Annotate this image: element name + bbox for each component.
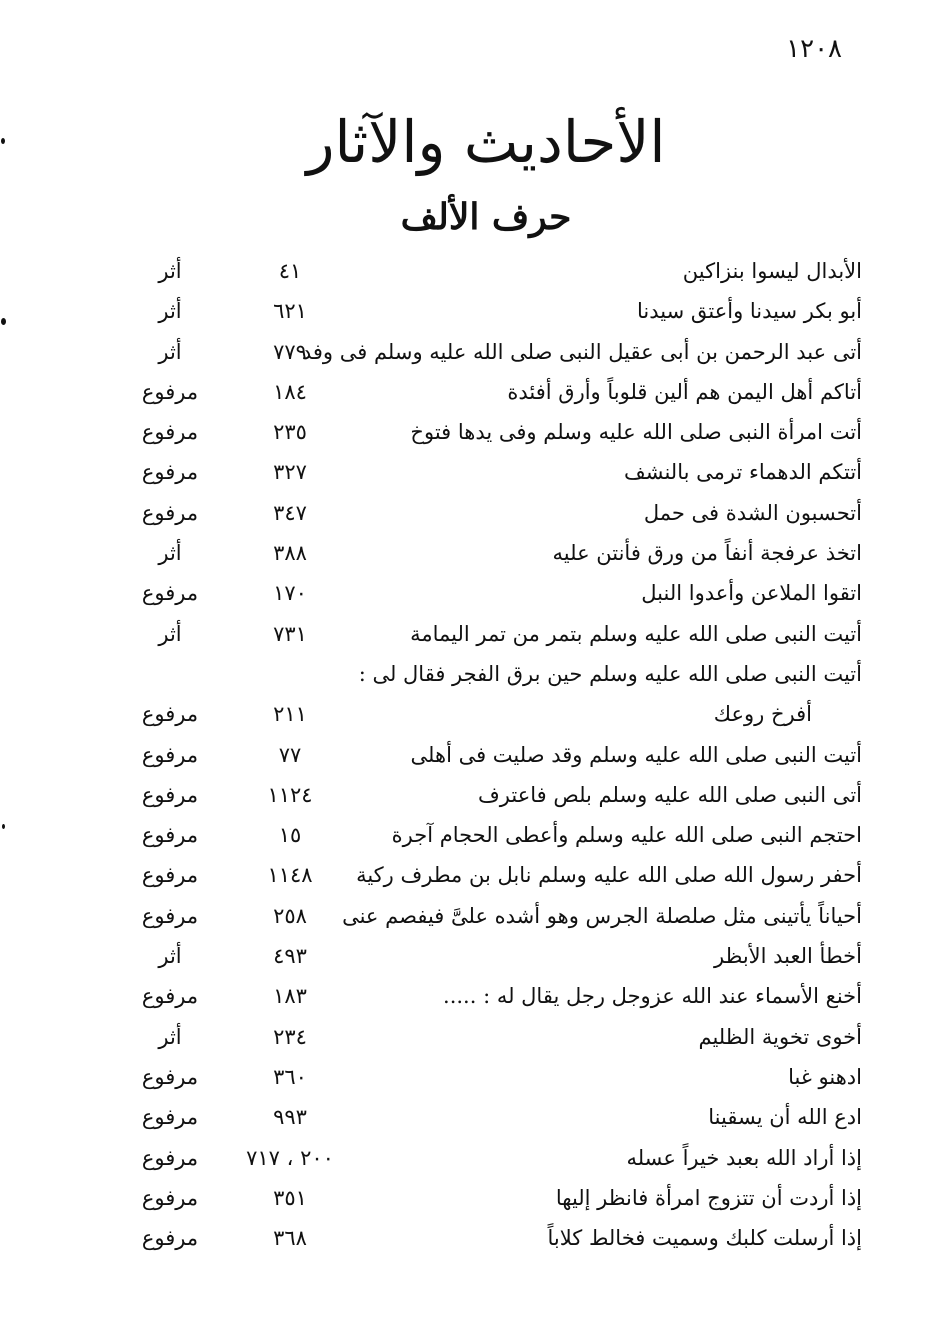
entry-type: مرفوع [141,863,199,888]
entry-type: مرفوع [141,379,199,404]
list-item [120,1101,862,1141]
entry-number: ٢٣٤ [273,1024,307,1049]
entry-text: اتخذ عرفجة أنفاً من ورق فأنتن عليه [552,541,862,566]
entry-number: ٤١ [278,259,302,283]
entry-type: مرفوع [141,581,199,606]
entry-type: أثر [158,944,182,969]
entry-text: أتتكم الدهماء ترمى بالنشف [624,460,862,485]
page-title: الأحاديث والآثار [306,108,666,176]
entry-number: ٢٠٠ ، ٧١٧ [246,1145,334,1170]
list-item [120,940,862,980]
entry-number: ٢١١ [273,702,307,727]
list-item [120,658,862,698]
entry-type: أثر [158,259,182,283]
entry-type: مرفوع [141,1185,199,1210]
list-item [120,859,862,899]
list-item [120,1222,862,1262]
list-item [120,1182,862,1222]
entry-type: أثر [158,1024,182,1049]
list-item [120,900,862,940]
entry-type: أثر [158,541,182,566]
list-item [120,980,862,1020]
entry-type: أثر [158,299,182,324]
entry-number: ٢٥٨ [273,903,307,928]
list-item [120,819,862,859]
entry-number: ١١٤٨ [267,863,313,888]
margin-mark [1,138,5,144]
entry-text: أفرخ روعك [713,702,812,727]
list-item [120,618,862,658]
entry-number: ٦٢١ [273,299,307,324]
entry-text: أحياناً يأتينى مثل صلصلة الجرس وهو أشده علىَّ فيفصم عنى [342,903,862,928]
entry-text: إذا أراد الله بعبد خيراً عسله [626,1145,862,1170]
section-title: حرف الألف [400,196,572,238]
entry-type: أثر [158,621,182,646]
entry-number: ١٨٣ [273,984,307,1009]
entry-type: أثر [158,339,182,364]
entry-type: مرفوع [141,420,199,445]
entry-type: مرفوع [141,984,199,1009]
entry-number: ٤٩٣ [273,944,307,969]
margin-mark [1,318,6,325]
entry-number: ٣٦٠ [273,1064,307,1089]
entry-number: ١١٢٤ [267,782,313,807]
entry-text: أتيت النبى صلى الله عليه وسلم حين برق الفجر فقال لى : [358,661,862,686]
entry-type: مرفوع [141,903,199,928]
entry-number: ٣٦٨ [273,1226,307,1251]
entry-number: ٧٣١ [273,621,307,646]
entry-type: مرفوع [141,1145,199,1170]
entry-type: مرفوع [141,742,199,767]
entry-text: أتحسبون الشدة فى حمل [643,500,862,525]
entry-text: أتيت النبى صلى الله عليه وسلم بتمر من تمر اليمامة [410,621,862,646]
entry-text: احتجم النبى صلى الله عليه وسلم وأعطى الحجام آجرة [391,823,862,848]
list-item [120,336,862,376]
entry-text: ادع الله أن يسقينا [708,1105,862,1130]
entry-number: ٣٤٧ [273,500,307,525]
list-item [120,255,862,295]
entry-number: ١٥ [278,823,302,848]
entry-text: أحفر رسول الله صلى الله عليه وسلم نابل بن مطرف ركية [356,863,862,888]
list-item [120,456,862,496]
entry-text: إذا أردت أن تتزوج امرأة فانظر إليها [555,1185,862,1210]
list-item [120,537,862,577]
entry-text: أتى عبد الرحمن بن أبى عقيل النبى صلى الله عليه وسلم فى وفد [301,339,862,364]
list-item [120,698,862,738]
entry-text: أخنع الأسماء عند الله عزوجل رجل يقال له : ..... [443,984,862,1009]
entry-text: الأبدال ليسوا بنزاكين [682,259,862,283]
entry-text: أتى النبى صلى الله عليه وسلم بلص فاعترف [478,782,862,807]
list-item [120,295,862,335]
entry-text: إذا أرسلت كلبك وسميت فخالط كلاباً [547,1226,862,1251]
entry-type: مرفوع [141,823,199,848]
entry-number: ٣٨٨ [273,541,307,566]
entry-number: ٣٥١ [273,1185,307,1210]
entry-type: مرفوع [141,460,199,485]
list-item [120,376,862,416]
entry-number: ٧٧ [278,742,302,767]
list-item [120,1061,862,1101]
entry-text: أتاكم أهل اليمن هم ألين قلوباً وأرق أفئدة [507,379,862,404]
list-item [120,1021,862,1061]
entry-number: ١٧٠ [273,581,307,606]
entry-type: مرفوع [141,500,199,525]
entry-text: أخطأ العبد الأبظر [714,944,862,969]
list-item [120,779,862,819]
entry-type: مرفوع [141,1064,199,1089]
entry-text: أخوى تخوية الظليم [698,1024,862,1049]
entry-text: اتقوا الملاعن وأعدوا النبل [641,581,862,606]
entry-type: مرفوع [141,1105,199,1130]
entry-number: ٣٢٧ [273,460,307,485]
entry-text: أبو بكر سيدنا وأعتق سيدنا [636,299,862,324]
page-number: ١٢٠٨ [786,34,842,64]
entry-number: ٩٩٣ [273,1105,307,1130]
entry-text: ادهنو غبا [788,1064,862,1089]
list-item [120,416,862,456]
entry-number: ٢٣٥ [273,420,307,445]
entry-number: ١٨٤ [273,379,307,404]
entry-text: أتت امرأة النبى صلى الله عليه وسلم وفى يدها فتوخ [410,420,862,445]
list-item [120,577,862,617]
entry-type: مرفوع [141,702,199,727]
margin-mark [2,824,5,829]
list-item [120,1142,862,1182]
entry-type: مرفوع [141,782,199,807]
entries-list [120,255,862,1262]
list-item [120,739,862,779]
entry-number: ٧٧٩ [273,339,307,364]
entry-type: مرفوع [141,1226,199,1251]
entry-text: أتيت النبى صلى الله عليه وسلم وقد صليت فى أهلى [410,742,862,767]
list-item [120,497,862,537]
